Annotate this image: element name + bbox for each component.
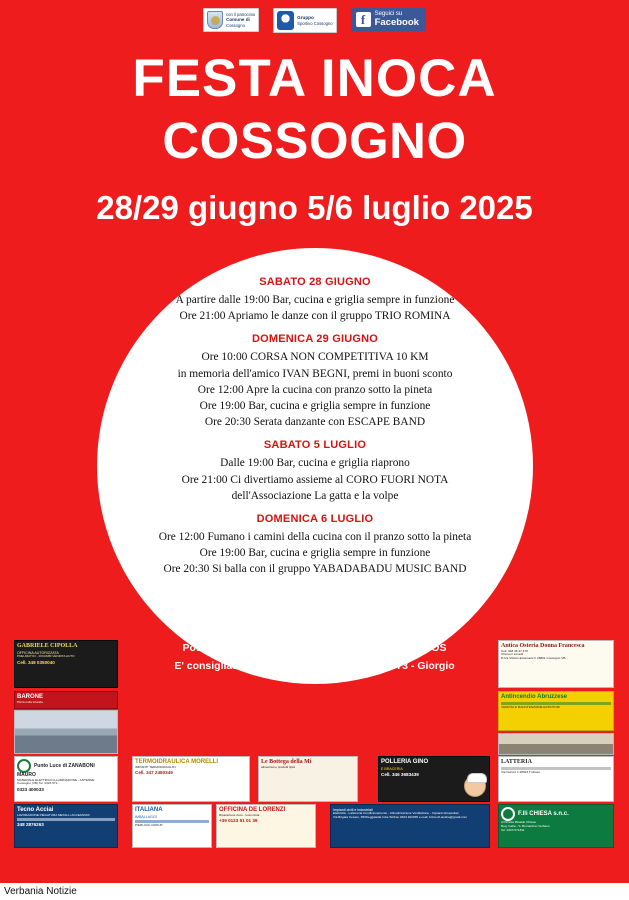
sponsor-small: Reg. Isella - S. Bernardino Verbano	[501, 823, 550, 828]
comune-town-label: Cossogno	[226, 22, 245, 28]
comune-name-label: Comune di	[226, 17, 250, 23]
takeaway-note: Possibilità di effettuare l'asporto e pagare con il POS	[182, 642, 447, 654]
programme-line: Ore 10:00 CORSA NON COMPETITIVA 10 KM	[201, 351, 429, 364]
poster-headline	[0, 50, 629, 227]
sponsor-card[interactable]	[132, 804, 212, 848]
sponsor-card[interactable]	[14, 691, 118, 709]
sponsor-card[interactable]	[498, 756, 614, 802]
storefront-photo	[15, 711, 117, 753]
facebook-icon: f	[356, 12, 371, 27]
sponsor-sub: IMBALLAGGI	[135, 814, 157, 819]
sponsor-card[interactable]	[378, 756, 490, 802]
sponsor-card[interactable]	[258, 756, 358, 802]
sponsor-phone: +39 0123 51 01 39	[219, 818, 258, 824]
sponsor-card[interactable]	[498, 691, 614, 731]
page-subtitle: COSSOGNO	[162, 112, 467, 170]
sponsor-card[interactable]	[498, 804, 614, 848]
programme-line: Ore 20:30 Serata danzante con ESCAPE BAND	[204, 416, 426, 429]
footer-credit	[0, 883, 629, 900]
sponsor-sub: alimentari e prodotti tipici	[261, 764, 296, 769]
sponsor-small: P.zza Vittorio Emanuele II 28801 Cossogno VB	[501, 656, 566, 661]
programme-day-title: DOMENICA 6 LUGLIO	[256, 512, 374, 525]
sponsor-sub: OFFICINA AUTORIZZATA	[17, 650, 59, 655]
sponsor-phone: Cell. 348 36 47 470	[501, 648, 528, 653]
sponsor-sub: VENDITA E MANUTENZIONE ESTINTORI	[501, 704, 560, 709]
page-title: FESTA INOCA	[132, 49, 497, 108]
gs-line3-label: Cossogno	[313, 20, 333, 26]
programme-line: A partire dalle 19:00 Bar, cucina e griglia sempre in funzione	[175, 294, 455, 306]
programme-line: Ore 12:00 Apre la cucina con pranzo sotto la pineta	[197, 383, 433, 396]
sponsor-name: Antica Osteria Donna Francesca	[501, 643, 585, 649]
sponsor-card[interactable]	[132, 756, 250, 802]
facebook-small-label: Seguici su	[374, 11, 403, 17]
gs-line2-label: Sportivo	[297, 20, 313, 26]
sponsor-phone: Cell. 347 2480349	[135, 770, 173, 776]
sponsor-sub: Riparazione Auto - Gommista	[219, 812, 260, 817]
sponsor-small: Via Brigata Cesare, 35/Oleggiatella Intra Tel/Fax 0323 402035 e-mail: brizio.df.audica@gmail.com	[333, 815, 468, 820]
programme-day-title: DOMENICA 29 GIUGNO	[251, 333, 379, 346]
sponsor-name: TERMOIDRAULICA MORELLI	[135, 759, 219, 765]
logo-row	[0, 8, 629, 33]
sponsor-small: PNEUMATICI - RICAMBI VENDITA AUTO	[17, 654, 75, 659]
programme-day-title: SABATO 5 LUGLIO	[263, 439, 367, 452]
shop-photo	[499, 734, 613, 754]
programme-line: Ore 21:00 Apriamo le danze con il gruppo TRIO ROMINA	[179, 310, 451, 323]
sponsor-sub: E BRACERIA	[381, 766, 403, 771]
sponsor-phone: Cell. 348 0350040	[17, 659, 55, 665]
sponsor-sub: IMPIANTI TERMOIDRAULICI	[135, 764, 176, 769]
programme-circle	[97, 248, 533, 684]
sponsor-name: GABRIELE CIPOLLA	[17, 643, 78, 649]
programme	[97, 248, 533, 684]
sponsor-photo-card[interactable]	[498, 733, 614, 755]
puntoluce-logo-icon	[17, 759, 31, 773]
sponsor-name: Impianti civili e industriali	[333, 808, 373, 812]
sponsor-card[interactable]	[14, 804, 118, 848]
sponsor-small: PIERLUIGI GROUP	[135, 823, 163, 828]
sponsor-small: Cossogno (VB) Tel. 0323 571...	[17, 781, 60, 786]
sponsor-sub: Chiuso il Lunedì	[501, 652, 524, 657]
sponsor-name: Le Bottega della Mi	[261, 759, 312, 765]
sponsor-strip	[0, 636, 629, 883]
sponsor-name: LATTERIA	[501, 759, 532, 765]
gruppo-sportivo-logo-text	[297, 15, 332, 26]
sponsor-name: Antincendio Abruzzese	[501, 694, 568, 700]
sponsor-name: Tecno Acciai	[17, 807, 54, 813]
gs-line1-label: Gruppo	[297, 15, 314, 20]
comune-logo-text	[226, 12, 255, 28]
reservation-note: E' consigliata la prenotazione al n° 335 475 873 - Giorgio	[174, 659, 455, 672]
divider	[501, 702, 611, 705]
comune-patronage-label: con il patrocinio	[226, 11, 256, 17]
sponsor-card[interactable]	[498, 640, 614, 688]
sponsor-card[interactable]	[14, 640, 118, 688]
sponsor-sub: LAVORAZIONE PIEGATURA METALLI ACCESSORI	[17, 812, 90, 817]
programme-line: Ore 20:30 Si balla con il gruppo YABADABADU MUSIC BAND	[163, 563, 467, 576]
comune-logo	[203, 8, 259, 32]
chef-icon	[464, 775, 486, 797]
event-dates: 28/29 giugno 5/6 luglio 2025	[96, 189, 533, 227]
footer-credit-label: Verbania Notizie	[4, 886, 77, 897]
programme-day-title: SABATO 28 GIUGNO	[259, 276, 371, 288]
comune-crest-icon	[207, 11, 223, 29]
programme-line: Ore 19:00 Bar, cucina e griglia sempre in funzione	[199, 547, 431, 560]
sponsor-card[interactable]	[330, 804, 490, 848]
programme-line: Ore 19:00 Bar, cucina e griglia sempre in funzione	[199, 399, 431, 412]
sponsor-photo-card[interactable]	[14, 710, 118, 754]
divider	[17, 818, 115, 821]
sponsor-phone: 0323 400033	[17, 787, 44, 793]
sponsor-sub: di Chiesa Rinaldo Chiesa	[501, 820, 536, 824]
sponsor-phone: Cell. 346 3683439	[381, 772, 419, 778]
sponsor-phone: 348 2876263	[17, 822, 44, 828]
sponsor-name: BARONE	[17, 694, 44, 700]
sponsor-card[interactable]	[216, 804, 316, 848]
gruppo-sportivo-logo	[273, 8, 336, 33]
facebook-big-label: Facebook	[374, 16, 419, 28]
programme-line: in memoria dell'amico IVAN BEGNI, premi in buoni sconto	[177, 367, 453, 380]
sponsor-phone: Tel. 0323 571811	[501, 827, 525, 832]
sponsor-sub: Via Cuboni 1 28923 Trobaso	[501, 769, 541, 774]
sponsor-name: OFFICINA DE LORENZI	[219, 807, 286, 813]
sponsor-card[interactable]	[14, 756, 118, 802]
divider	[135, 820, 209, 823]
programme-line: Ore 12:00 Fumano i camini della cucina con il pranzo sotto la pineta	[158, 530, 472, 543]
sponsor-sub: Elettricità - Lattoneria Condizionamento - Climatizzazione Ventilazione - Impianti idrosanitari	[333, 811, 459, 816]
sponsor-name: F.lli CHIESA s.n.c.	[517, 810, 569, 817]
sponsor-name: POLLERIA GINO	[381, 759, 429, 765]
sponsor-name: ITALIANA	[135, 807, 163, 813]
divider	[501, 767, 611, 770]
chiesa-logo-icon	[501, 807, 515, 821]
programme-line: Dalle 19:00 Bar, cucina e griglia riaprono	[220, 457, 410, 470]
programme-line: dell'Associazione La gatta e la volpe	[231, 489, 399, 502]
sponsor-name: Punto Luce di ZANABONI MAURO	[17, 762, 95, 778]
facebook-follow-button[interactable]	[351, 8, 426, 31]
programme-line: Ore 21:00 Ci divertiamo assieme al CORO FUORI NOTA	[181, 473, 449, 486]
facebook-label	[375, 11, 419, 28]
sponsor-sub: Pizza sulla Grande	[17, 699, 43, 704]
sponsor-sub: MATERIALE ELETTRICO ILLUMINAZIONE - ANTENNE	[17, 777, 95, 782]
gruppo-sportivo-crest-icon	[277, 11, 294, 30]
